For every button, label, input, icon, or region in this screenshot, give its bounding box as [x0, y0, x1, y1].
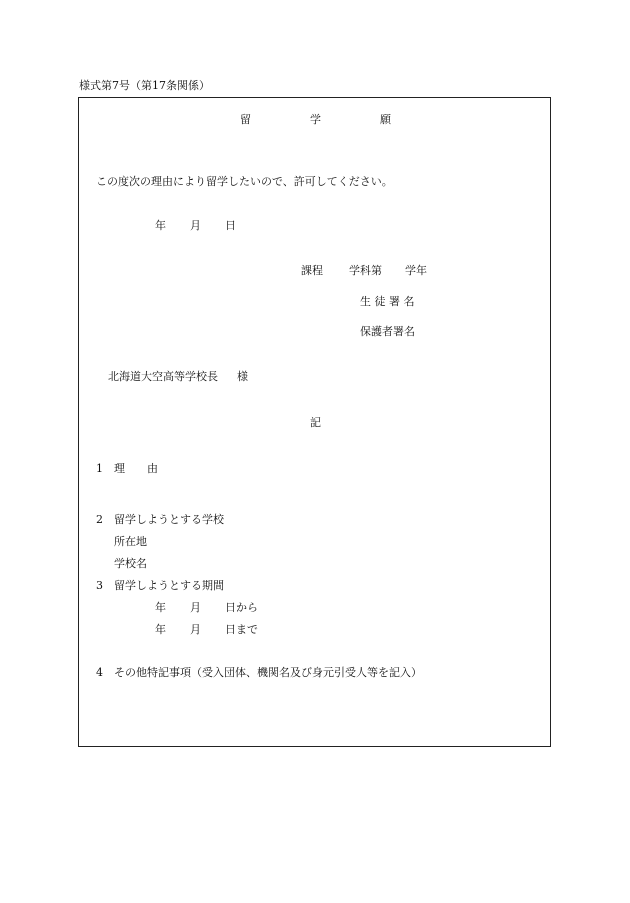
item-1-label: 理 由	[114, 462, 158, 475]
period-from-year: 年	[155, 601, 166, 614]
ki-heading: 記	[310, 416, 321, 429]
title-char-2: 学	[310, 113, 321, 126]
item-4-number: 4	[96, 666, 103, 679]
student-signature-label: 生 徒 署 名	[360, 295, 415, 308]
item-1-number: 1	[96, 462, 103, 475]
item-3-number: 3	[96, 579, 103, 592]
request-statement: この度次の理由により留学したいので、許可してください。	[96, 175, 393, 188]
form-number-label: 様式第7号（第17条関係）	[79, 79, 210, 92]
school-location-label: 所在地	[114, 535, 147, 548]
title-char-3: 願	[380, 113, 391, 126]
course-label: 課程	[301, 264, 323, 277]
grade-label: 学年	[405, 264, 427, 277]
item-2-number: 2	[96, 513, 103, 526]
period-to-month: 月	[190, 623, 201, 636]
period-to-day: 日まで	[225, 623, 258, 636]
period-from-day: 日から	[225, 601, 258, 614]
item-4-label: その他特記事項（受入団体、機関名及び身元引受人等を記入）	[114, 666, 422, 679]
date-day-label: 日	[225, 219, 236, 232]
addressee-name: 北海道大空高等学校長	[108, 370, 218, 383]
period-to-year: 年	[155, 623, 166, 636]
date-year-label: 年	[155, 219, 166, 232]
department-label: 学科第	[349, 264, 382, 277]
guardian-signature-label: 保護者署名	[360, 325, 415, 338]
period-from-month: 月	[190, 601, 201, 614]
title-char-1: 留	[240, 113, 251, 126]
item-3-label: 留学しようとする期間	[114, 579, 224, 592]
date-month-label: 月	[190, 219, 201, 232]
school-name-label: 学校名	[114, 557, 147, 570]
addressee-honorific: 様	[237, 370, 248, 383]
item-2-label: 留学しようとする学校	[114, 513, 224, 526]
